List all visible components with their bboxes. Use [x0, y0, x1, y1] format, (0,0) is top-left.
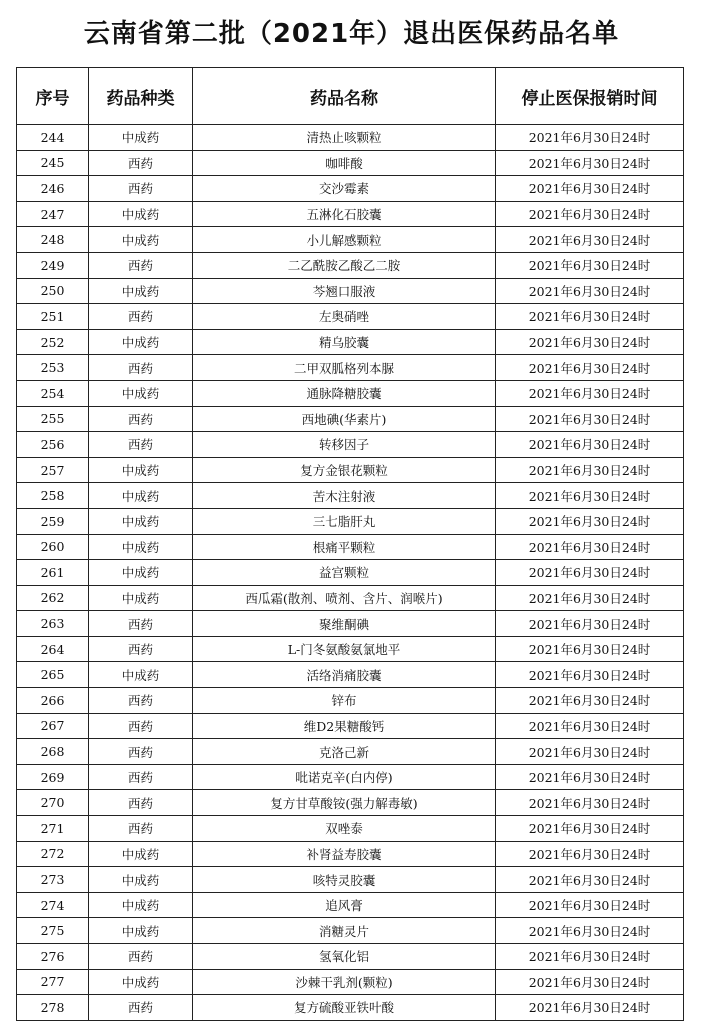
drug-name-cell: 复方硫酸亚铁叶酸 — [193, 995, 496, 1021]
drug-name-cell: 苦木注射液 — [193, 483, 496, 509]
drug-category-cell: 西药 — [89, 816, 193, 842]
drug-name-cell: 消糖灵片 — [193, 918, 496, 944]
stop-time-cell: 2021年6月30日24时 — [496, 944, 684, 970]
drug-category-cell: 中成药 — [89, 892, 193, 918]
table-row — [17, 176, 684, 202]
header-serial-number: 序号 — [17, 68, 89, 125]
stop-time-cell: 2021年6月30日24时 — [496, 790, 684, 816]
stop-time-cell: 2021年6月30日24时 — [496, 150, 684, 176]
table-row — [17, 125, 684, 151]
serial-number-cell: 253 — [17, 355, 89, 381]
stop-time-cell: 2021年6月30日24时 — [496, 304, 684, 330]
table-row — [17, 227, 684, 253]
serial-number-cell: 251 — [17, 304, 89, 330]
drug-name-cell: 三七脂肝丸 — [193, 508, 496, 534]
serial-number-cell: 247 — [17, 201, 89, 227]
stop-time-cell: 2021年6月30日24时 — [496, 406, 684, 432]
drug-name-cell: 复方金银花颗粒 — [193, 457, 496, 483]
serial-number-cell: 256 — [17, 432, 89, 458]
serial-number-cell: 255 — [17, 406, 89, 432]
stop-time-cell: 2021年6月30日24时 — [496, 688, 684, 714]
table-row — [17, 611, 684, 637]
drug-name-cell: 清热止咳颗粒 — [193, 125, 496, 151]
stop-time-cell: 2021年6月30日24时 — [496, 713, 684, 739]
drug-name-cell: 克洛己新 — [193, 739, 496, 765]
stop-time-cell: 2021年6月30日24时 — [496, 662, 684, 688]
drug-category-cell: 中成药 — [89, 457, 193, 483]
serial-number-cell: 246 — [17, 176, 89, 202]
drug-category-cell: 中成药 — [89, 841, 193, 867]
serial-number-cell: 261 — [17, 560, 89, 586]
stop-time-cell: 2021年6月30日24时 — [496, 560, 684, 586]
stop-time-cell: 2021年6月30日24时 — [496, 508, 684, 534]
drug-name-cell: 二甲双胍格列本脲 — [193, 355, 496, 381]
table-row — [17, 867, 684, 893]
drug-category-cell: 西药 — [89, 739, 193, 765]
stop-time-cell: 2021年6月30日24时 — [496, 611, 684, 637]
stop-time-cell: 2021年6月30日24时 — [496, 816, 684, 842]
drug-category-cell: 中成药 — [89, 867, 193, 893]
drug-name-cell: 活络消痛胶囊 — [193, 662, 496, 688]
drug-category-cell: 中成药 — [89, 329, 193, 355]
drug-name-cell: 西瓜霜(散剂、喷剂、含片、润喉片) — [193, 585, 496, 611]
drug-category-cell: 西药 — [89, 432, 193, 458]
table-row — [17, 662, 684, 688]
serial-number-cell: 270 — [17, 790, 89, 816]
drug-name-cell: 益宫颗粒 — [193, 560, 496, 586]
drug-category-cell: 西药 — [89, 150, 193, 176]
stop-time-cell: 2021年6月30日24时 — [496, 201, 684, 227]
drug-list-table — [16, 67, 684, 1021]
drug-name-cell: 根痛平颗粒 — [193, 534, 496, 560]
drug-category-cell: 中成药 — [89, 918, 193, 944]
table-row — [17, 713, 684, 739]
drug-name-cell: 锌布 — [193, 688, 496, 714]
stop-time-cell: 2021年6月30日24时 — [496, 457, 684, 483]
drug-name-cell: 咖啡酸 — [193, 150, 496, 176]
drug-category-cell: 西药 — [89, 355, 193, 381]
table-row — [17, 508, 684, 534]
serial-number-cell: 260 — [17, 534, 89, 560]
serial-number-cell: 265 — [17, 662, 89, 688]
drug-name-cell: 交沙霉素 — [193, 176, 496, 202]
stop-time-cell: 2021年6月30日24时 — [496, 252, 684, 278]
serial-number-cell: 271 — [17, 816, 89, 842]
table-row — [17, 918, 684, 944]
table-row — [17, 739, 684, 765]
drug-category-cell: 中成药 — [89, 278, 193, 304]
stop-time-cell: 2021年6月30日24时 — [496, 892, 684, 918]
drug-name-cell: 补肾益寿胶囊 — [193, 841, 496, 867]
drug-category-cell: 西药 — [89, 995, 193, 1021]
drug-category-cell: 中成药 — [89, 534, 193, 560]
table-row — [17, 329, 684, 355]
drug-category-cell: 西药 — [89, 406, 193, 432]
drug-name-cell: 追风膏 — [193, 892, 496, 918]
drug-name-cell: 西地碘(华素片) — [193, 406, 496, 432]
serial-number-cell: 267 — [17, 713, 89, 739]
serial-number-cell: 244 — [17, 125, 89, 151]
stop-time-cell: 2021年6月30日24时 — [496, 739, 684, 765]
drug-name-cell: 复方甘草酸铵(强力解毒敏) — [193, 790, 496, 816]
drug-name-cell: 芩翘口服液 — [193, 278, 496, 304]
table-row — [17, 380, 684, 406]
table-row — [17, 969, 684, 995]
serial-number-cell: 273 — [17, 867, 89, 893]
table-row — [17, 252, 684, 278]
drug-name-cell: 维D2果糖酸钙 — [193, 713, 496, 739]
stop-time-cell: 2021年6月30日24时 — [496, 841, 684, 867]
serial-number-cell: 259 — [17, 508, 89, 534]
table-row — [17, 355, 684, 381]
stop-time-cell: 2021年6月30日24时 — [496, 918, 684, 944]
drug-category-cell: 西药 — [89, 764, 193, 790]
table-row — [17, 278, 684, 304]
table-row — [17, 688, 684, 714]
serial-number-cell: 266 — [17, 688, 89, 714]
drug-category-cell: 西药 — [89, 304, 193, 330]
serial-number-cell: 278 — [17, 995, 89, 1021]
drug-name-cell: 咳特灵胶囊 — [193, 867, 496, 893]
drug-category-cell: 西药 — [89, 636, 193, 662]
serial-number-cell: 245 — [17, 150, 89, 176]
stop-time-cell: 2021年6月30日24时 — [496, 432, 684, 458]
stop-time-cell: 2021年6月30日24时 — [496, 355, 684, 381]
serial-number-cell: 272 — [17, 841, 89, 867]
header-stop-reimbursement-time: 停止医保报销时间 — [496, 68, 684, 125]
serial-number-cell: 277 — [17, 969, 89, 995]
serial-number-cell: 258 — [17, 483, 89, 509]
page-title: 云南省第二批（2021年）退出医保药品名单 — [83, 19, 620, 49]
stop-time-cell: 2021年6月30日24时 — [496, 227, 684, 253]
drug-category-cell: 中成药 — [89, 483, 193, 509]
table-row — [17, 764, 684, 790]
drug-category-cell: 中成药 — [89, 227, 193, 253]
serial-number-cell: 252 — [17, 329, 89, 355]
drug-name-cell: 沙棘干乳剂(颗粒) — [193, 969, 496, 995]
serial-number-cell: 257 — [17, 457, 89, 483]
drug-name-cell: 二乙酰胺乙酸乙二胺 — [193, 252, 496, 278]
drug-name-cell: 左奥硝唑 — [193, 304, 496, 330]
serial-number-cell: 264 — [17, 636, 89, 662]
stop-time-cell: 2021年6月30日24时 — [496, 867, 684, 893]
drug-name-cell: 小儿解感颗粒 — [193, 227, 496, 253]
drug-category-cell: 西药 — [89, 252, 193, 278]
table-row — [17, 201, 684, 227]
stop-time-cell: 2021年6月30日24时 — [496, 483, 684, 509]
serial-number-cell: 275 — [17, 918, 89, 944]
drug-category-cell: 西药 — [89, 611, 193, 637]
drug-category-cell: 西药 — [89, 176, 193, 202]
table-row — [17, 432, 684, 458]
table-row — [17, 560, 684, 586]
table-header-row — [17, 68, 684, 125]
table-row — [17, 790, 684, 816]
table-row — [17, 841, 684, 867]
table-row — [17, 457, 684, 483]
drug-category-cell: 中成药 — [89, 201, 193, 227]
drug-name-cell: 精乌胶囊 — [193, 329, 496, 355]
stop-time-cell: 2021年6月30日24时 — [496, 380, 684, 406]
stop-time-cell: 2021年6月30日24时 — [496, 995, 684, 1021]
drug-category-cell: 西药 — [89, 713, 193, 739]
drug-category-cell: 中成药 — [89, 380, 193, 406]
drug-name-cell: 氢氧化铝 — [193, 944, 496, 970]
serial-number-cell: 276 — [17, 944, 89, 970]
drug-name-cell: 吡诺克辛(白内停) — [193, 764, 496, 790]
serial-number-cell: 262 — [17, 585, 89, 611]
table-row — [17, 150, 684, 176]
drug-name-cell: 双唑泰 — [193, 816, 496, 842]
drug-category-cell: 中成药 — [89, 585, 193, 611]
stop-time-cell: 2021年6月30日24时 — [496, 636, 684, 662]
drug-name-cell: 转移因子 — [193, 432, 496, 458]
serial-number-cell: 274 — [17, 892, 89, 918]
table-row — [17, 995, 684, 1021]
drug-category-cell: 中成药 — [89, 508, 193, 534]
serial-number-cell: 248 — [17, 227, 89, 253]
table-row — [17, 304, 684, 330]
drug-category-cell: 中成药 — [89, 560, 193, 586]
table-row — [17, 944, 684, 970]
stop-time-cell: 2021年6月30日24时 — [496, 585, 684, 611]
drug-name-cell: 五淋化石胶囊 — [193, 201, 496, 227]
stop-time-cell: 2021年6月30日24时 — [496, 125, 684, 151]
drug-category-cell: 西药 — [89, 688, 193, 714]
stop-time-cell: 2021年6月30日24时 — [496, 534, 684, 560]
header-drug-category: 药品种类 — [89, 68, 193, 125]
table-row — [17, 534, 684, 560]
drug-category-cell: 中成药 — [89, 969, 193, 995]
drug-category-cell: 中成药 — [89, 662, 193, 688]
serial-number-cell: 250 — [17, 278, 89, 304]
drug-name-cell: 聚维酮碘 — [193, 611, 496, 637]
drug-name-cell: 通脉降糖胶囊 — [193, 380, 496, 406]
stop-time-cell: 2021年6月30日24时 — [496, 764, 684, 790]
header-drug-name: 药品名称 — [193, 68, 496, 125]
stop-time-cell: 2021年6月30日24时 — [496, 278, 684, 304]
serial-number-cell: 254 — [17, 380, 89, 406]
table-row — [17, 636, 684, 662]
drug-name-cell: L-门冬氨酸氨氯地平 — [193, 636, 496, 662]
serial-number-cell: 263 — [17, 611, 89, 637]
stop-time-cell: 2021年6月30日24时 — [496, 176, 684, 202]
table-row — [17, 406, 684, 432]
serial-number-cell: 269 — [17, 764, 89, 790]
table-row — [17, 816, 684, 842]
serial-number-cell: 249 — [17, 252, 89, 278]
stop-time-cell: 2021年6月30日24时 — [496, 329, 684, 355]
drug-category-cell: 西药 — [89, 944, 193, 970]
drug-category-cell: 西药 — [89, 790, 193, 816]
drug-category-cell: 中成药 — [89, 125, 193, 151]
table-row — [17, 585, 684, 611]
serial-number-cell: 268 — [17, 739, 89, 765]
table-row — [17, 483, 684, 509]
stop-time-cell: 2021年6月30日24时 — [496, 969, 684, 995]
table-row — [17, 892, 684, 918]
table-body — [17, 125, 684, 1021]
